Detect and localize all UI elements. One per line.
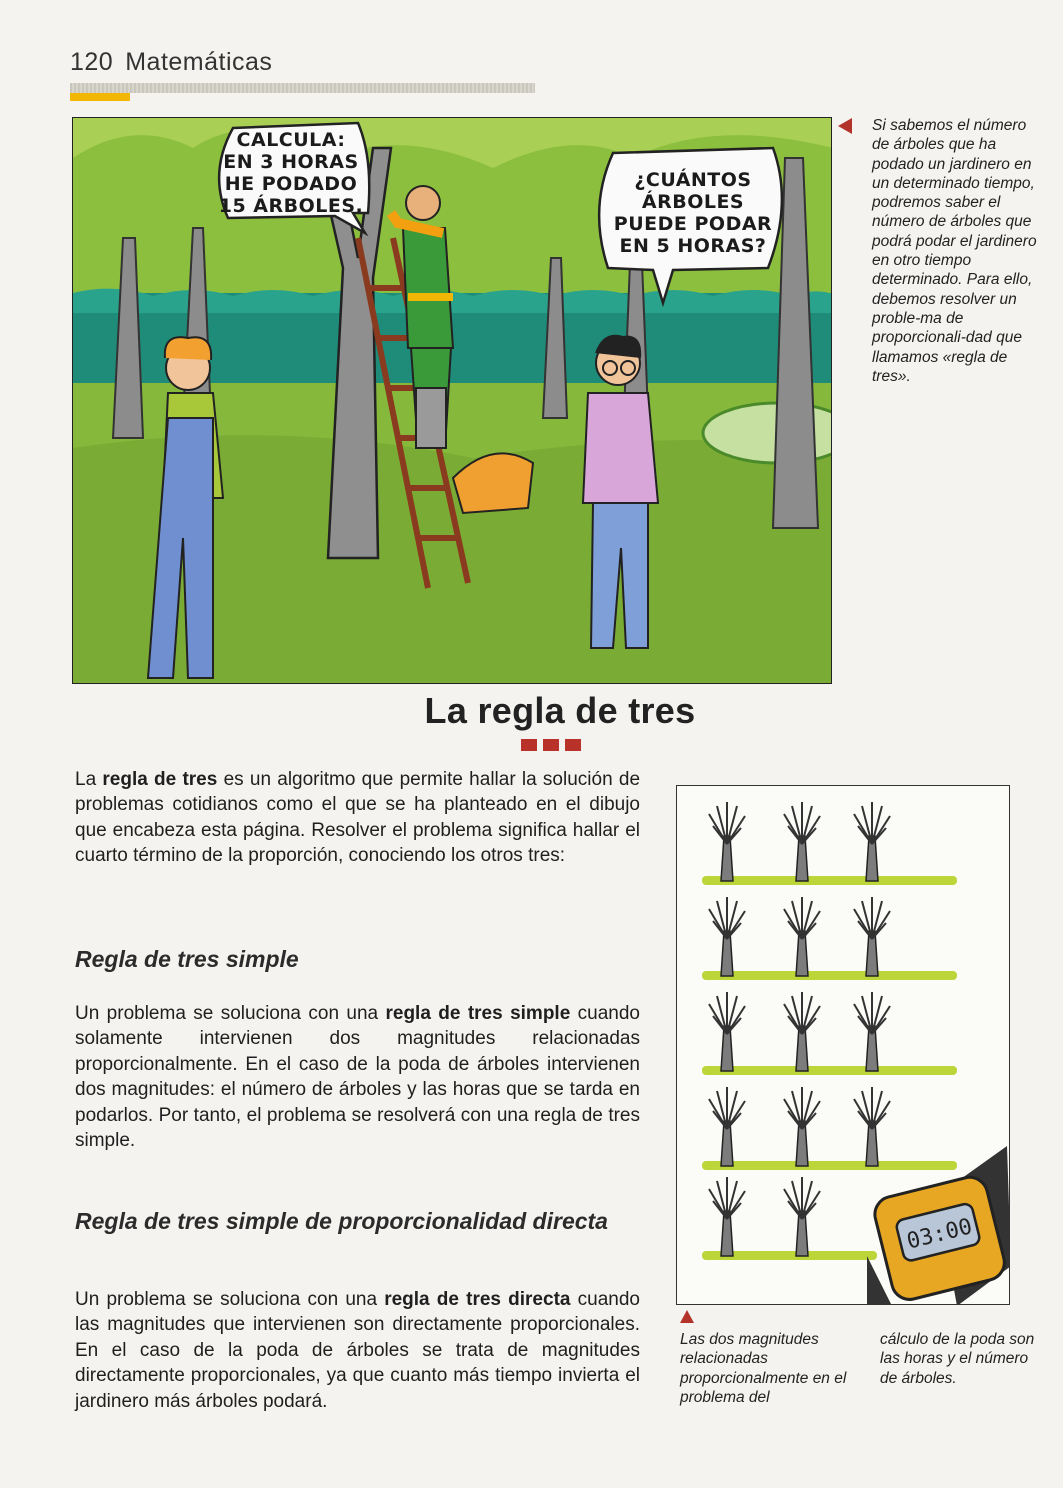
page-title: La regla de tres [424, 690, 696, 731]
bare-tree-icon [784, 1087, 820, 1166]
paragraph-simple-post: cuando solamente intervienen dos magnitudes relacionadas proporcionalmente. En el caso de la poda de árboles intervienen dos magnitudes: el número de árboles y las horas que se tarda en podarlos. Por tanto, el problema se resolverá con una regla de tres simple. [75, 1003, 640, 1152]
header-accent [70, 93, 130, 101]
section-title: Matemáticas [125, 48, 273, 76]
title-square [565, 739, 581, 751]
caption-col-1: Las dos magnitudes relacionadas proporcionalmente en el problema del [680, 1331, 847, 1406]
bare-tree-icon [854, 992, 890, 1071]
heading-simple: Regla de tres simple [75, 946, 299, 972]
bare-tree-icon [709, 1087, 745, 1166]
garden-illustration [72, 117, 832, 684]
paragraph-direct [75, 1287, 640, 1414]
bare-tree-icon [854, 1087, 890, 1166]
bare-tree-icon [854, 897, 890, 976]
paragraph-simple [75, 1001, 640, 1153]
paragraph-direct-pre: Un problema se soluciona con una [75, 1289, 385, 1310]
bare-tree-icon [709, 802, 745, 881]
bubble-left-line-3: HE PODADO [224, 173, 358, 195]
paragraph-intro [75, 767, 640, 869]
title-square [543, 739, 559, 751]
bare-tree-icon [784, 802, 820, 881]
bare-tree-icon [709, 992, 745, 1071]
bubble-right-line-4: EN 5 HORAS? [619, 235, 767, 257]
bubble-left-line-4: 15 ÁRBOLES. [218, 195, 364, 217]
caption-arrow-icon [680, 1310, 694, 1323]
bubble-right-line-3: PUEDE PODAR [613, 213, 773, 235]
trees-grid [677, 786, 1010, 1305]
speech-bubble-left [219, 123, 370, 233]
bubble-right-line-2: ÁRBOLES [641, 191, 745, 213]
paragraph-intro-post: es un algoritmo que permite hallar la solución de problemas cotidianos como el que se ha planteado en el dibujo que encabeza esta página. Resolver el problema significa hallar el cuarto término de la proporción, conociendo los otros tres: [75, 769, 641, 867]
paragraph-intro-bold: regla de tres [102, 769, 218, 790]
paragraph-simple-pre: Un problema se soluciona con una [75, 1003, 386, 1024]
trees-figure [676, 785, 1010, 1305]
side-note: Si sabemos el número de árboles que ha podado un jardinero en un determinado tiempo, podremos saber el número de árboles que podrá podar el jardinero en otro tiempo determinado. Para ello, debemos resolver un proble-ma de proporcionali-dad que llamamos «regla de tres». [872, 117, 1037, 385]
header-rule [70, 83, 535, 93]
title-decoration [521, 739, 581, 751]
bubble-left-line-2: EN 3 HORAS [223, 151, 359, 173]
grass-strip [702, 971, 957, 980]
page-header [70, 48, 540, 77]
caption-col-2: cálculo de la poda son las horas y el número de árboles. [880, 1331, 1035, 1387]
paragraph-direct-bold: regla de tres directa [384, 1289, 571, 1310]
title-square [521, 739, 537, 751]
bare-tree-icon [784, 1177, 820, 1256]
side-note-arrow-icon [838, 118, 852, 134]
bubble-left-line-1: CALCULA: [236, 129, 346, 151]
grass-strip [702, 1066, 957, 1075]
heading-direct: Regla de tres simple de proporcionalidad directa [75, 1208, 608, 1234]
paragraph-simple-bold: regla de tres simple [385, 1003, 571, 1024]
grass-strip [702, 876, 957, 885]
paragraph-intro-pre: La [75, 769, 103, 790]
paragraph-direct-post: cuando las magnitudes que intervienen son directamente proporcionales. En el caso de la poda de árboles se trata de magnitudes directamente proporcionales, ya que cuanto más tiempo invierta el jardinero más árboles podará. [75, 1289, 640, 1412]
watch-time: 03:00 [904, 1214, 975, 1255]
bare-tree-icon [709, 897, 745, 976]
grass-strip [702, 1161, 957, 1170]
bare-tree-icon [784, 897, 820, 976]
bubble-right-line-1: ¿CUÁNTOS [634, 169, 752, 191]
bare-tree-icon [709, 1177, 745, 1256]
garden-scene [73, 118, 832, 684]
bare-tree-icon [784, 992, 820, 1071]
bare-tree-icon [854, 802, 890, 881]
page-number: 120 [70, 48, 114, 76]
